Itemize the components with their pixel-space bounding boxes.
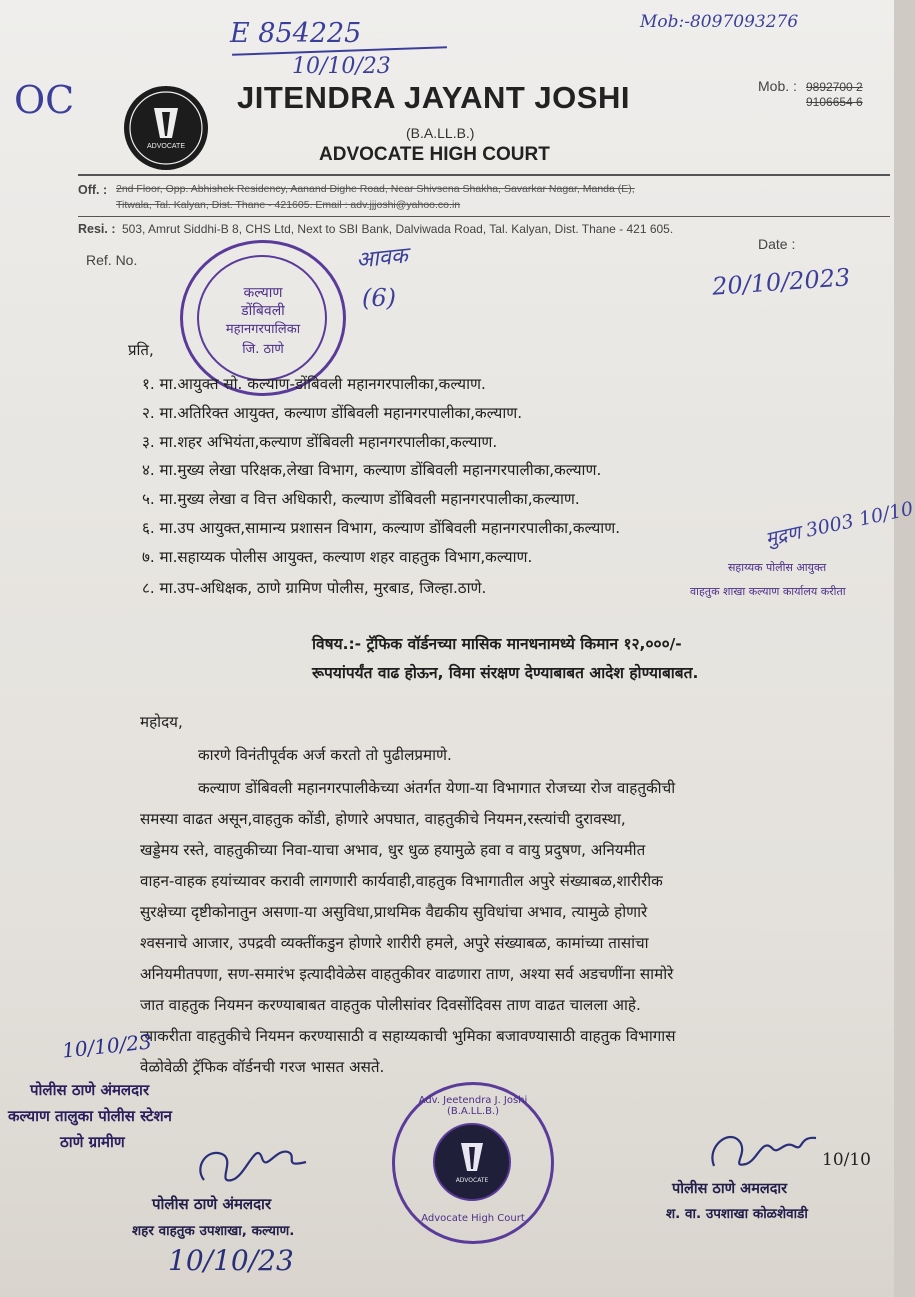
right-stamp-handwritten-date: 10/10 [822,1150,871,1170]
subject-line-2: रूपयांपर्यंत वाढ होऊन, विमा संरक्षण देण्याबाबत आदेश होण्याबाबत. [312,664,699,682]
kdmc-stamp-line2: डोंबिवली [241,303,285,319]
logo-caption: ADVOCATE [147,143,185,150]
advocate-seal-top-text: Adv. Jeetendra J. Joshi (B.A.LL.B.) [418,1095,528,1117]
office-address-line2: Titwala, Tal. Kalyan, Dist. Thane - 421605. Email : adv.jjjoshi@yahoo.co.in [116,199,461,211]
paragraph-line-9: त्याकरीता वाहतुकीचे नियमन करण्यासाठी व सहाय्यकाची भुमिका बजावण्यासाठी वाहतुक विभागास [140,1027,676,1045]
to-label: प्रति, [128,341,154,359]
advocate-name: JITENDRA JAYANT JOSHI [237,80,630,115]
subject-line-1: विषय.:- ट्रॅफिक वॉर्डनच्या मासिक मानधनामध्ये किमान १२,०००/- [312,635,682,653]
addressee-4: ४. मा.मुख्य लेखा परिक्षक,लेखा विभाग, कल्याण डोंबिवली महानगरपालीका,कल्याण. [142,461,602,479]
date-label: Date : [758,236,796,252]
address-divider [78,216,890,217]
addressee-8: ८. मा.उप-अधिक्षक, ठाणे ग्रामिण पोलीस, मुरबाड, जिल्हा.ठाणे. [142,579,487,597]
addressee-5: ५. मा.मुख्य लेखा व वित्त अधिकारी, कल्याण डोंबिवली महानगरपालीका,कल्याण. [142,490,580,508]
court-designation: ADVOCATE HIGH COURT [319,144,550,165]
handwritten-reference-number: E 854225 [230,18,362,49]
addressee-2: २. मा.अतिरिक्त आयुक्त, कल्याण डोंबिवली महानगरपालीका,कल्याण. [142,404,523,422]
handwritten-ref-date: 10/10/23 [292,54,391,79]
addressee-1: १. मा.आयुक्त सो. कल्याण-डोंबिवली महानगरपालीका,कल्याण. [142,375,486,393]
center-stamp-handwritten-date: 10/10/23 [168,1244,294,1277]
office-address-line1: 2nd Floor, Opp. Abhishek Residency, Aanand Dighe Road, Near Shivsena Shakha, Savarkar Nagar, Manda (E), [116,183,635,195]
ref-no-label: Ref. No. [86,252,138,268]
left-stamp-line2: कल्याण तालुका पोलीस स्टेशन [8,1107,173,1125]
intro-line: कारणे विनंतीपूर्वक अर्ज करतो तो पुढीलप्रमाणे. [198,746,452,764]
advocate-seal-caption: ADVOCATE [455,1177,489,1184]
kdmc-stamp-line1: कल्याण [243,285,283,301]
paragraph-line-6: श्वसनाचे आजार, उपद्रवी व्यक्तींकडुन होणारे शारीरी हमले, अपुरे संख्याबळ, कामांच्या तासांचा [140,934,649,952]
advocate-seal-bottom-text: Advocate High Court [421,1213,525,1224]
kdmc-stamp-line4: जि. ठाणे [242,342,284,357]
mobile-number-1: 9892700 2 [806,80,863,94]
office-label: Off. : [78,183,108,197]
kdmc-stamp-line3: महानगरपालिका [225,322,301,337]
paragraph-line-1: कल्याण डोंबिवली महानगरपालीकेच्या अंतर्गत येणा-या विभागात रोजच्या रोज वाहतुकीची [198,779,676,797]
center-stamp-line1: पोलीस ठाणे अंमलदार [152,1195,272,1213]
paragraph-line-3: खड्डेमय रस्ते, वाहतुकीच्या निवा-याचा अभाव, धुर धुळ हयामुळे हवा व वायु प्रदुषण, अनियमीत [140,841,646,859]
advocate-logo [124,86,208,170]
acp-stamp-line2: वाहतुक शाखा कल्याण कार्यालय करीता [690,585,846,598]
mobile-label: Mob. : [758,78,797,94]
addressee-7: ७. मा.सहाय्यक पोलीस आयुक्त, कल्याण शहर वाहतुक विभाग,कल्याण. [142,548,533,566]
center-stamp-line2: शहर वाहतुक उपशाखा, कल्याण. [132,1223,295,1239]
handwritten-mobile-note: Mob:-8097093276 [640,12,799,32]
left-stamp-line1: पोलीस ठाणे अंमलदार [30,1081,150,1099]
header-divider [78,174,890,176]
salutation: महोदय, [140,713,183,731]
mobile-number-2: 9106654 6 [806,95,863,109]
right-signature [700,1118,820,1178]
advocate-band-icon [435,1125,509,1199]
advocate-seal-center [433,1123,511,1201]
left-stamp-line3: ठाणे ग्रामीण [60,1133,125,1151]
paragraph-line-10: वेळोवेळी ट्रॅफिक वॉर्डनची गरज भासत असते. [140,1058,385,1076]
advocate-band-icon [124,86,208,170]
handwritten-right-note: मुद्रण 3003 10/10 [763,497,915,551]
paragraph-line-5: सुरक्षेच्या दृष्टीकोनातुन असणा-या असुविधा,प्राथमिक वैद्यकीय सुविधांचा अभाव, त्यामुळे होणारे [140,903,648,921]
right-stamp-line2: श. वा. उपशाखा कोळशेवाडी [666,1206,808,1222]
addressee-6: ६. मा.उप आयुक्त,सामान्य प्रशासन विभाग, कल्याण डोंबिवली महानगरपालीका,कल्याण. [142,519,621,537]
residence-label: Resi. : [78,222,116,236]
advocate-round-seal [392,1082,554,1244]
handwritten-date: 20/10/2023 [711,263,852,301]
residence-address: 503, Amrut Siddhi-B 8, CHS Ltd, Next to SBI Bank, Dalviwada Road, Tal. Kalyan, Dist. Thane - 421 605. [122,222,674,236]
paragraph-line-8: जात वाहतुक नियमन करण्याबाबत वाहतुक पोलीसांवर दिवसोंदिवस ताण वाढत चालला आहे. [140,996,641,1014]
right-stamp-line1: पोलीस ठाणे अमलदार [672,1181,788,1197]
handwritten-oc-mark: OC [14,78,75,122]
handwritten-inward-word: आवक [354,243,409,274]
center-signature [176,1128,316,1198]
kdmc-inward-stamp [180,240,346,396]
paragraph-line-2: समस्या वाढत असून,वाहतुक कोंडी, होणारे अपघात, वाहतुकीचे नियमन,रस्त्यांची दुरावस्था, [140,810,626,828]
paragraph-line-7: अनियमीतपणा, सण-समारंभ इत्यादीवेळेस वाहतुकीवर वाढणारा ताण, अश्या सर्व अडचणींना सामोरे [140,965,674,983]
handwritten-seal-number: (6) [362,284,396,312]
addressee-3: ३. मा.शहर अभियंता,कल्याण डोंबिवली महानगरपालीका,कल्याण. [142,433,498,451]
left-stamp-handwritten-date: 10/10/23 [60,1029,153,1063]
qualification: (B.A.LL.B.) [406,125,475,141]
acp-stamp-line1: सहाय्यक पोलीस आयुक्त [728,561,827,574]
paragraph-line-4: वाहन-वाहक हयांच्यावर करावी लागणारी कार्यवाही,वाहतुक विभागातील अपुरे संख्याबळ,शारीरीक [140,872,663,890]
